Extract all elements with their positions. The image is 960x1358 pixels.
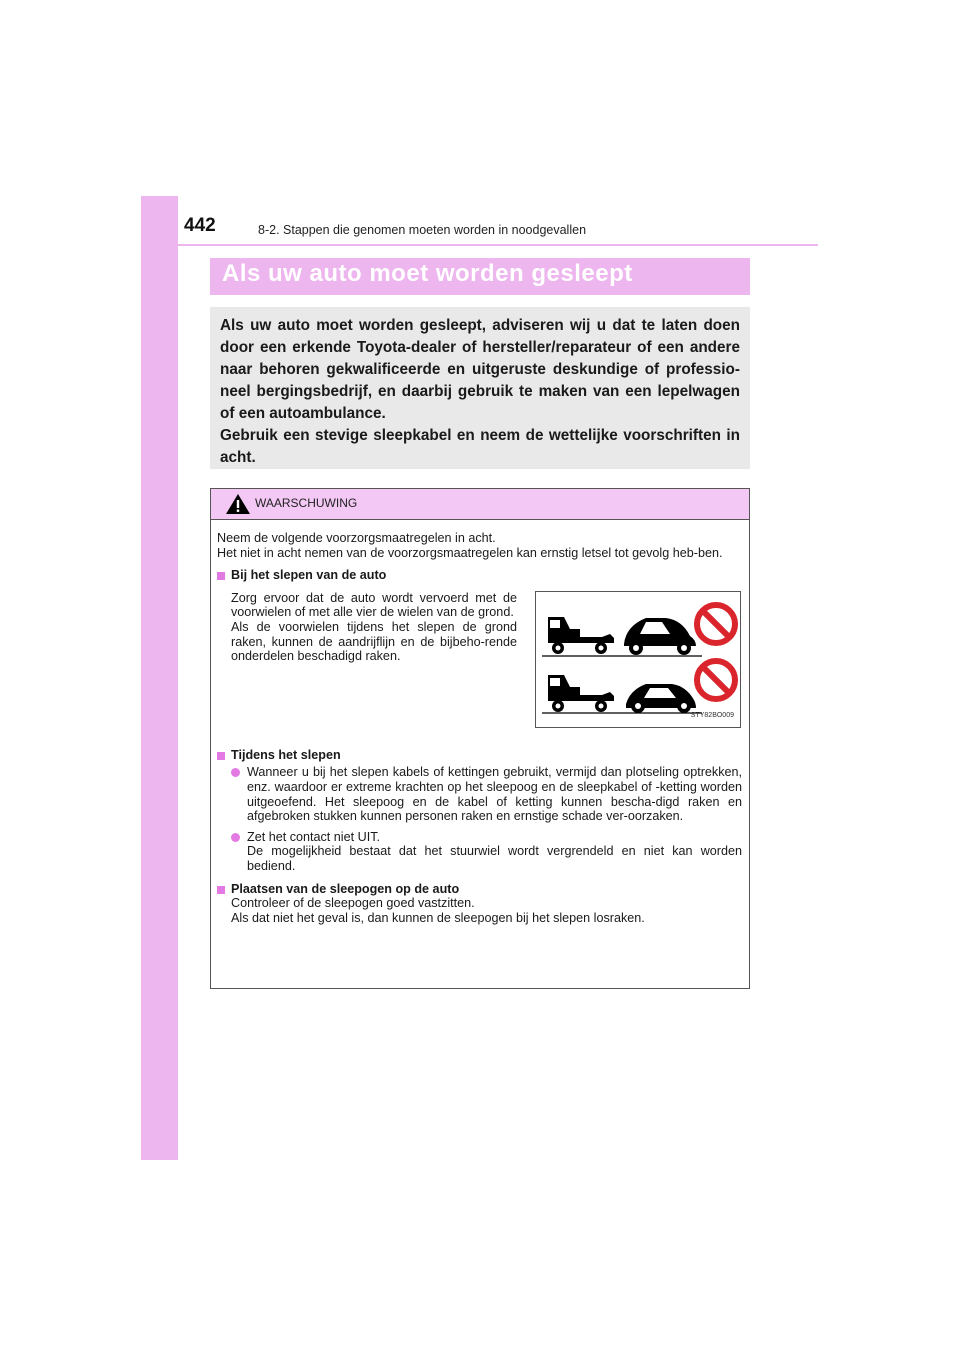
section-towing-heading-text: Bij het slepen van de auto [231,568,387,583]
warning-header [211,489,749,520]
intro-paragraph-1: Als uw auto moet worden gesleept, adviseren wij u dat te laten doen door een erkende Toyota-dealer of hersteller/reparateur of een andere naar behoren gekwalificeerde en uitgeruste deskundige of professio-neel bergingsbedrijf, en daarbij gebruik te maken van een lepelwagen of een autoambulance. [220,317,740,422]
section-during-heading [217,748,742,763]
section-eyes-heading [217,882,742,897]
round-bullet-icon [231,768,240,777]
warning-label: WAARSCHUWING [255,496,358,510]
square-bullet-icon [217,886,225,894]
warning-intro-2: Het niet in acht nemen van de voorzorgsmaatregelen kan ernstig letsel tot gevolg heb-ben. [217,545,723,560]
warning-box [210,488,750,989]
eyes-line-2: Als dat niet het geval is, dan kunnen de sleepogen bij het slepen losraken. [231,910,645,925]
towing-prohibited-icon [536,592,740,727]
round-bullet-icon [231,833,240,842]
towing-text-1: Zorg ervoor dat de auto wordt vervoerd met de voorwielen of met alle vier de wielen van de grond. [231,590,517,620]
towing-text [217,591,517,728]
eyes-line-1: Controleer of de sleepogen goed vastzitten. [231,896,475,911]
title-bar [210,258,750,295]
warning-intro-1: Neem de volgende voorzorgsmaatregelen in acht. [217,531,496,545]
towing-illustration [535,591,741,728]
towing-row [217,591,742,728]
page-title: Als uw auto moet worden gesleept [222,260,633,287]
warning-triangle-icon [225,493,251,515]
intro-paragraph-2: Gebruik een stevige sleepkabel en neem de wettelijke voorschriften in acht. [220,427,740,466]
header-rule [141,244,818,246]
section-towing-heading [217,568,742,583]
page-number: 442 [184,215,216,236]
square-bullet-icon [217,752,225,760]
section-header: 8-2. Stappen die genomen moeten worden in noodgevallen [258,223,587,237]
bullet-2-line-1: Zet het contact niet UIT. [247,829,380,844]
list-item [217,830,742,874]
list-item [217,765,742,823]
bullet-text-2 [247,830,742,874]
towing-text-2: Als de voorwielen tijdens het slepen de grond raken, kunnen de aandrijflijn en de bijbeho-rende onderdelen beschadigd raken. [231,619,517,664]
intro-box [210,307,750,469]
side-tab [141,196,178,1160]
square-bullet-icon [217,572,225,580]
warning-body [211,520,749,925]
bullet-2-line-2: De mogelijkheid bestaat dat het stuurwiel wordt vergrendeld en niet kan worden bediend. [247,844,742,873]
section-eyes-heading-text: Plaatsen van de sleepogen op de auto [231,881,460,896]
section-eyes-text [217,896,742,925]
bullet-text-1: Wanneer u bij het slepen kabels of kettingen gebruikt, vermijd dan plotseling optrekken, enz. waardoor er extreme krachten op het sleepoog en de sleepkabel of -ketting worden uitgeoefend. Het sleepoog en de kabel of ketting kunnen bescha-digd raken en afgebroken stukken kunnen personen raken en ernstige schade ver-oorzaken. [247,765,742,824]
figure-code: STY82BO009 [690,712,734,720]
section-during-heading-text: Tijdens het slepen [231,747,341,762]
